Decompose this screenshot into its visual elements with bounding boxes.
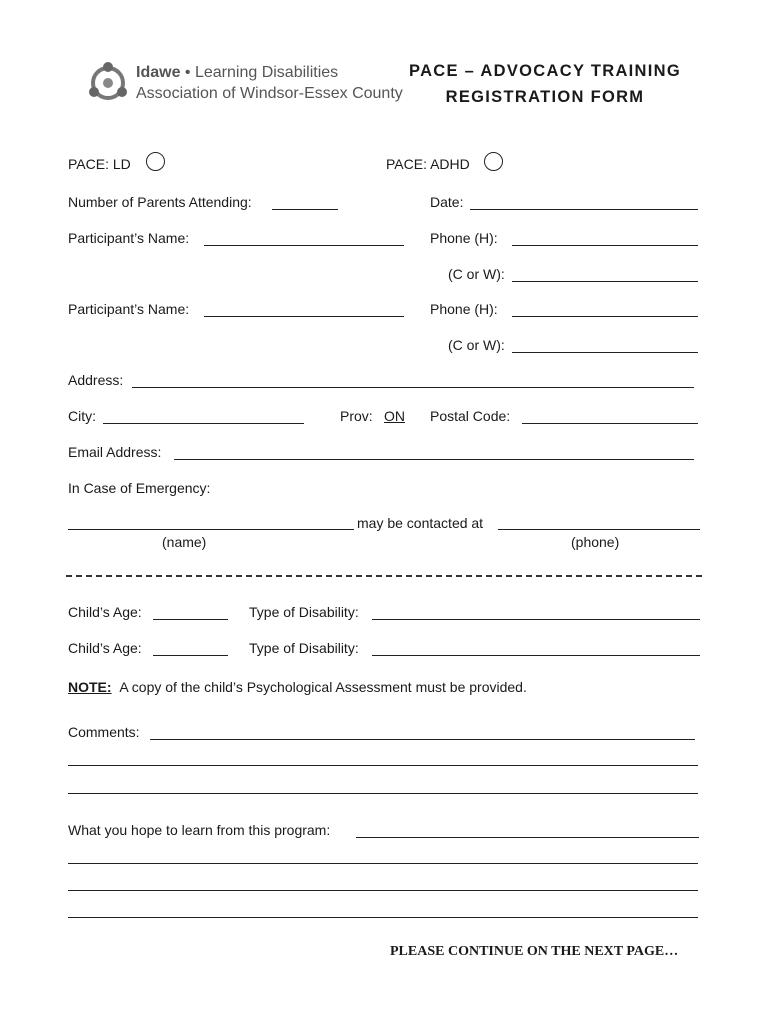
postal-code-field[interactable] [522, 423, 698, 424]
hope-field-line4[interactable] [68, 917, 698, 918]
pace-ld-radio[interactable] [146, 152, 165, 171]
logo-line2: Association of Windsor-Essex County [136, 85, 403, 102]
may-contact-label: may be contacted at [357, 515, 484, 531]
comments-field-line1[interactable] [150, 739, 695, 740]
phone-caption: (phone) [571, 534, 620, 550]
form-title-line1: PACE – ADVOCACY TRAINING [408, 62, 681, 80]
emergency-phone-field[interactable] [498, 529, 700, 530]
postal-code-label: Postal Code: [430, 408, 511, 424]
num-parents-label: Number of Parents Attending: [68, 194, 252, 210]
num-parents-field[interactable] [272, 209, 338, 210]
child-age2-label: Child’s Age: [68, 640, 142, 656]
phone-h2-field[interactable] [512, 316, 698, 317]
logo-line1: Learning Disabilities [194, 64, 339, 81]
pace-ld-label: PACE: LD [68, 156, 131, 172]
child-age1-label: Child’s Age: [68, 604, 142, 620]
logo-brand: Idawe [136, 64, 181, 81]
phone-cw2-field[interactable] [512, 352, 698, 353]
logo-bullet: • [180, 64, 195, 81]
phone-cw1-field[interactable] [512, 281, 698, 282]
disability2-label: Type of Disability: [249, 640, 359, 656]
prov-value: ON [384, 408, 405, 424]
phone-h1-label: Phone (H): [430, 230, 498, 246]
phone-cw2-label: (C or W): [448, 337, 505, 353]
name-caption: (name) [162, 534, 207, 550]
disability2-field[interactable] [372, 655, 700, 656]
pace-adhd-radio[interactable] [484, 152, 503, 171]
participant2-field[interactable] [204, 316, 404, 317]
note-text: A copy of the child’s Psychological Assessment must be provided. [119, 679, 527, 695]
email-field[interactable] [174, 459, 694, 460]
hope-label: What you hope to learn from this program: [68, 822, 331, 838]
email-label: Email Address: [68, 444, 162, 460]
city-label: City: [68, 408, 96, 424]
disability1-label: Type of Disability: [249, 604, 359, 620]
continue-note: PLEASE CONTINUE ON THE NEXT PAGE… [390, 944, 679, 959]
phone-h2-label: Phone (H): [430, 301, 498, 317]
comments-label: Comments: [68, 724, 140, 740]
note [68, 679, 527, 695]
comments-field-line3[interactable] [68, 793, 698, 794]
phone-h1-field[interactable] [512, 245, 698, 246]
participant1-label: Participant’s Name: [68, 230, 190, 246]
phone-cw1-label: (C or W): [448, 266, 505, 282]
emergency-label: In Case of Emergency: [68, 480, 211, 496]
logo [86, 60, 403, 110]
participant2-label: Participant’s Name: [68, 301, 190, 317]
hope-field-line2[interactable] [68, 863, 698, 864]
participant1-field[interactable] [204, 245, 404, 246]
disability1-field[interactable] [372, 619, 700, 620]
city-field[interactable] [103, 423, 304, 424]
hope-field-line1[interactable] [356, 837, 699, 838]
form-title-line2: REGISTRATION FORM [445, 88, 645, 106]
date-field[interactable] [470, 209, 698, 210]
child-age2-field[interactable] [153, 655, 228, 656]
logo-mark-icon [86, 60, 130, 106]
date-label: Date: [430, 194, 464, 210]
note-label: NOTE: [68, 679, 112, 695]
address-label: Address: [68, 372, 124, 388]
hope-field-line3[interactable] [68, 890, 698, 891]
cut-line-divider [66, 575, 702, 577]
child-age1-field[interactable] [153, 619, 228, 620]
address-field[interactable] [132, 387, 694, 388]
pace-adhd-label: PACE: ADHD [386, 156, 470, 172]
comments-field-line2[interactable] [68, 765, 698, 766]
prov-label: Prov: [340, 408, 373, 424]
emergency-name-field[interactable] [68, 529, 354, 530]
